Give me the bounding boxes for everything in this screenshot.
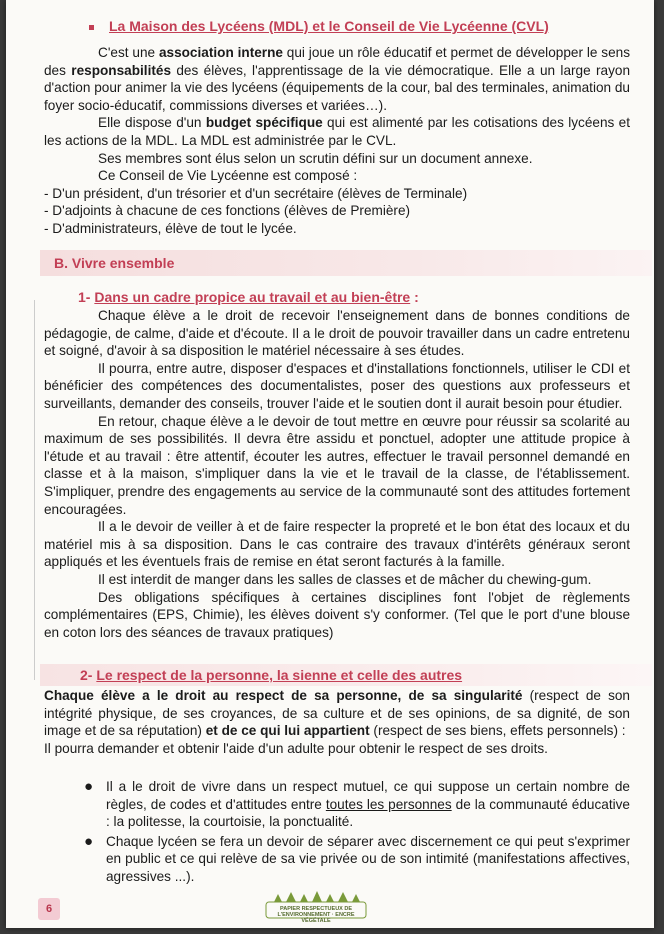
paragraph: Chaque élève a le droit au respect de sa personne, de sa singularité (respect de son intégrité physique, de ses croyances, de sa culture et de ses opinions, de sa dignité, de son image et de sa réputation) et de ce qui lui appartient (respect de ses biens, effets personnels) : xyxy=(44,688,630,739)
paragraph: En retour, chaque élève a le devoir de tout mettre en œuvre pour réussir sa scolarité au maximum de ses possibilités. Il devra être assidu et ponctuel, adopter une attitude propice à l'étude et au travail : être attentif, écouter les autres, effectuer le travail personnel demandé en classe et à la maison, s'impliquer dans la vie et le travail de la classe, de l'établissement. S'impliquer, prendre des engagements au service de la communauté sont des attitudes fortement encouragées. xyxy=(44,413,630,517)
intro-paragraph-3: Ses membres sont élus selon un scrutin défini sur un document annexe. xyxy=(98,150,533,166)
section-b-title: B. Vivre ensemble xyxy=(54,255,175,271)
subsection-1-title: 1- Dans un cadre propice au travail et au bien-être : xyxy=(78,289,419,305)
section-title-mdl: La Maison des Lycéens (MDL) et le Conseil de Vie Lycéenne (CVL) xyxy=(109,18,549,34)
paragraph: Il a le devoir de veiller à et de faire respecter la propreté et le bon état des locaux et du matériel mis à sa disposition. Dans le cas contraire des travaux d'intérêts généraux seront appliqués et les éventuels frais de remise en état seront facturés à la famille. xyxy=(44,519,630,570)
bullet-square-icon xyxy=(89,25,94,30)
section-b-band xyxy=(40,250,652,276)
intro-paragraph-2: Elle dispose d'un budget spécifique qui est alimenté par les cotisations des lycéens et les actions de la MDL. La MDL est administrée par le CVL. xyxy=(44,115,630,148)
list-item: - D'un président, d'un trésorier et d'un secrétaire (élèves de Terminale) xyxy=(44,185,468,201)
bullet-dot-icon: ● xyxy=(84,832,94,850)
subsection-2-body xyxy=(44,687,630,757)
bullet-list xyxy=(84,778,630,888)
subsection-2-title: 2- Le respect de la personne, la sienne et celle des autres xyxy=(80,667,463,683)
paragraph: Il est interdit de manger dans les salles de classes et de mâcher du chewing-gum. xyxy=(98,571,592,587)
intro-block xyxy=(44,44,630,238)
intro-paragraph-1: C'est une association interne qui joue un rôle éducatif et permet de développer le sens des responsabilités des élèves, l'apprentissage de la vie démocratique. Elle a un large rayon d'action pour animer la vie des lycéens (équipements de la cour, bal des terminales, animation du foyer socio-éducatif, commissions diverses et variées…). xyxy=(44,45,631,113)
paragraph: Il pourra demander et obtenir l'aide d'un adulte pour obtenir le respect de ses droits. xyxy=(44,740,548,756)
list-item: ● Il a le droit de vivre dans un respect mutuel, ce qui suppose un certain nombre de règles, de codes et d'attitudes entre toutes les personnes de la communauté éducative : la politesse, la courtoisie, la ponctualité. xyxy=(84,778,630,830)
margin-line xyxy=(34,300,35,680)
subsection-1-body xyxy=(44,307,630,641)
list-item: ● Chaque lycéen se fera un devoir de séparer avec discernement ce qui peut s'exprimer en public et ce qui relève de sa vie privée ou de son intimité (manifestations affectives, agressives ...). xyxy=(84,832,630,884)
page-number: 6 xyxy=(38,898,60,920)
bullet-dot-icon: ● xyxy=(84,778,94,795)
list-item: - D'administrateurs, élève de tout le lycée. xyxy=(44,220,297,236)
list-item: - D'adjoints à chacune de ces fonctions (élèves de Première) xyxy=(44,203,411,219)
document-page xyxy=(6,0,654,928)
paragraph: Il pourra, entre autre, disposer d'espaces et d'installations fonctionnels, utiliser le CDI et bénéficier des compétences des documentalistes, poser des questions aux professeurs et surveillants, demander des conseils, trouver l'aide et le soutien dont il aurait besoin pour étudier. xyxy=(44,360,630,411)
paragraph: Des obligations spécifiques à certaines disciplines font l'objet de règlements complémentaires (EPS, Chimie), les élèves doivent s'y conformer. (Tel que le port d'une blouse en coton lors des séances de travaux pratiques) xyxy=(44,589,630,640)
eco-logo-text: PAPIER RESPECTUEUX DE L'ENVIRONNEMENT · ENCRE VÉGÉTALE xyxy=(277,906,355,924)
paragraph: Chaque élève a le droit de recevoir l'enseignement dans de bonnes conditions de pédagogie, de calme, d'aide et d'écoute. Il a le droit de pouvoir travailler dans un cadre entretenu et soigné, d'avoir à sa disposition le matériel nécessaire à ses études. xyxy=(44,308,630,359)
intro-paragraph-4: Ce Conseil de Vie Lycéenne est composé : xyxy=(98,168,358,184)
